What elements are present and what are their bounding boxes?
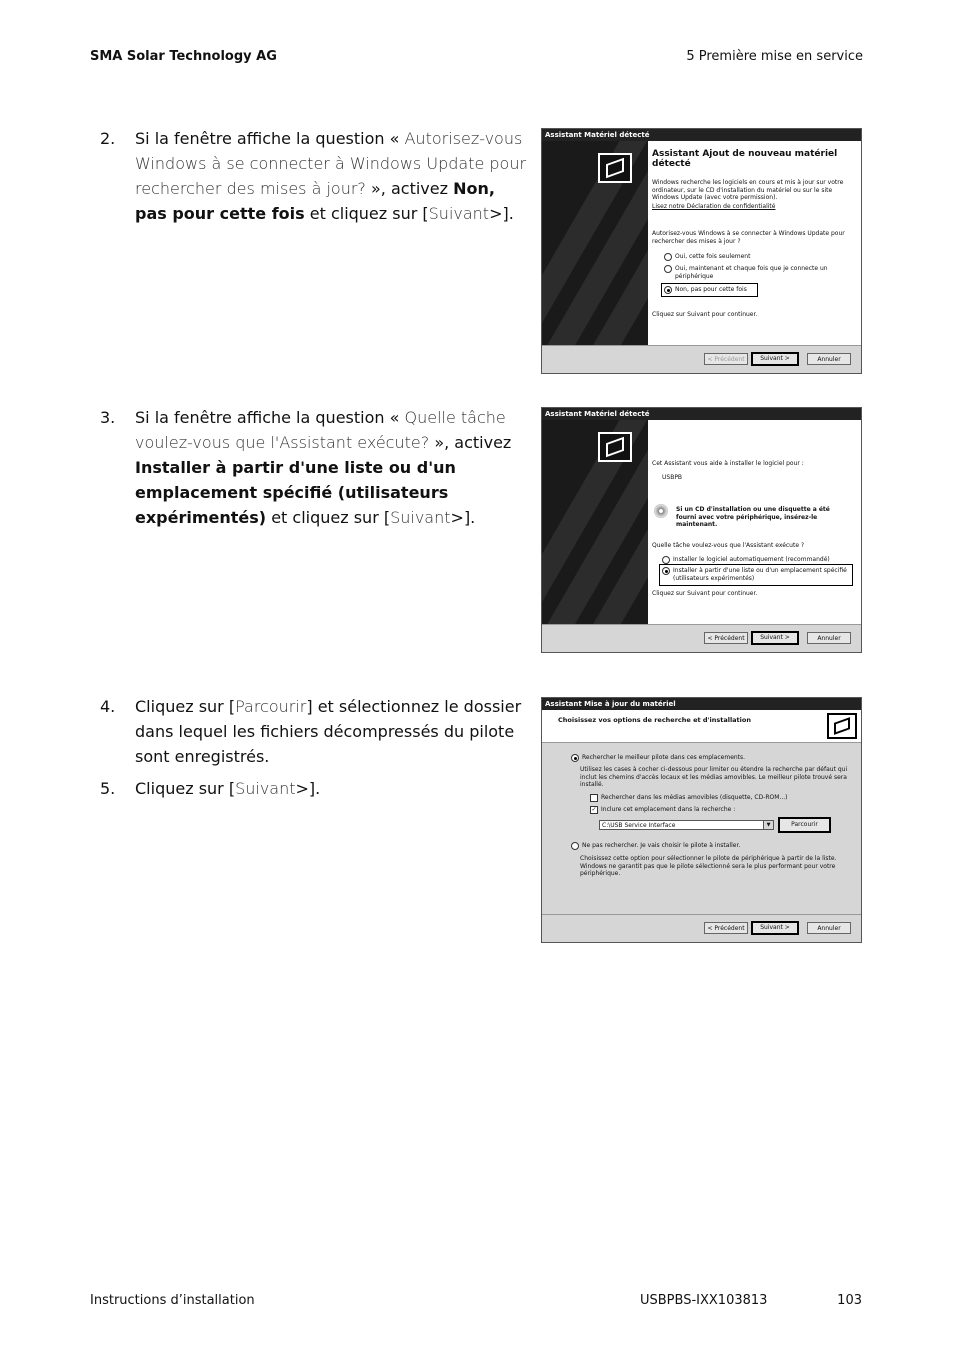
cancel-button[interactable]: Annuler bbox=[807, 922, 851, 934]
dialog-title: Assistant Matériel détecté bbox=[542, 129, 861, 141]
page-number: 103 bbox=[837, 1293, 862, 1308]
next-button[interactable]: Suivant > bbox=[751, 921, 799, 935]
next-button[interactable]: Suivant > bbox=[751, 352, 799, 366]
previous-button[interactable]: < Précédent bbox=[704, 632, 748, 644]
radio-option-3[interactable] bbox=[664, 286, 672, 294]
chevron-down-icon[interactable]: ▼ bbox=[763, 821, 773, 829]
dialog-windows-update bbox=[541, 128, 862, 374]
radio-label: Rechercher le meilleur pilote dans ces emplacements. bbox=[582, 754, 746, 761]
option-description: Choisissez cette option pour sélectionner le pilote de périphérique à partir de la liste. Windows ne garantit pas que le pilote sélectionné sera le plus performant pour votre périphérique. bbox=[580, 855, 837, 877]
step-5 bbox=[100, 776, 530, 801]
next-button[interactable]: Suivant > bbox=[751, 631, 799, 645]
dialog-content bbox=[648, 141, 861, 346]
question-text: Quelle tâche voulez-vous que l'Assistant exécute ? bbox=[652, 542, 805, 549]
question-text: Autorisez-vous Windows à se connecter à Windows Update pour rechercher des mises à jour ? bbox=[652, 230, 845, 245]
wizard-sidebar bbox=[542, 141, 648, 346]
header-section: 5 Première mise en service bbox=[686, 49, 863, 64]
checkbox-label: Rechercher dans les médias amovibles (disquette, CD-ROM...) bbox=[601, 794, 788, 801]
checkbox-label: Inclure cet emplacement dans la recherche : bbox=[601, 806, 736, 813]
radio-option-auto[interactable] bbox=[662, 556, 670, 564]
radio-option-list[interactable] bbox=[662, 567, 670, 575]
cancel-button[interactable]: Annuler bbox=[807, 632, 851, 644]
checkbox-include-location[interactable]: ✓ bbox=[591, 806, 597, 813]
step-4 bbox=[100, 694, 530, 769]
privacy-link[interactable]: Lisez notre Déclaration de confidentialité bbox=[652, 203, 776, 210]
footer-doc-id: USBPBS-IXX103813 bbox=[640, 1293, 768, 1308]
dialog-title: Assistant Matériel détecté bbox=[542, 408, 861, 420]
radio-label: Oui, cette fois seulement bbox=[675, 253, 751, 260]
button-bar bbox=[542, 345, 861, 373]
button-bar bbox=[542, 624, 861, 652]
step-number: 5. bbox=[100, 779, 116, 798]
dialog-search-options bbox=[541, 697, 862, 943]
dialog-header-band bbox=[542, 710, 861, 743]
hardware-icon bbox=[598, 153, 632, 183]
cd-icon bbox=[654, 504, 668, 518]
step-3 bbox=[100, 405, 530, 530]
radio-label: Installer le logiciel automatiquement (recommandé) bbox=[673, 556, 830, 563]
dialog-install-task bbox=[541, 407, 862, 653]
checkbox-removable-media[interactable] bbox=[590, 794, 598, 802]
step-text: Cliquez sur [Parcourir] et sélectionnez le dossier dans lequel les fichiers décompressés du pilote sont enregistrés. bbox=[135, 697, 522, 766]
cd-text: Si un CD d'installation ou une disquette a été fourni avec votre périphérique, insérez-le maintenant. bbox=[676, 506, 830, 528]
step-number: 4. bbox=[100, 697, 116, 716]
location-path: C:\USB Service Interface bbox=[602, 822, 676, 829]
step-text: Si la fenêtre affiche la question « Autorisez-vous Windows à se connecter à Windows Update pour rechercher des mises à jour? », activez Non, pas pour cette fois et cliquez sur [Suivant>]. bbox=[135, 129, 527, 223]
radio-option-2[interactable] bbox=[664, 265, 672, 273]
dialog-heading: Assistant Ajout de nouveau matériel détecté bbox=[652, 149, 838, 169]
button-bar bbox=[542, 914, 861, 942]
step-text: Si la fenêtre affiche la question « Quelle tâche voulez-vous que l'Assistant exécute? », activez Installer à partir d'une liste ou d'un emplacement spécifié (utilisateurs expérimentés) et cliquez sur [Suivant>]. bbox=[135, 408, 512, 527]
step-number: 3. bbox=[100, 408, 116, 427]
hardware-icon bbox=[598, 432, 632, 462]
option-description: Utilisez les cases à cocher ci-dessous pour limiter ou étendre la recherche par défaut qui inclut les chemins d'accès locaux et les médias amovibles. Le meilleur pilote trouvé sera installé. bbox=[580, 766, 848, 788]
radio-search-best[interactable] bbox=[571, 754, 579, 762]
radio-label: Installer à partir d'une liste ou d'un emplacement spécifié (utilisateurs expérimentés) bbox=[673, 567, 847, 582]
intro-text: Windows recherche les logiciels en cours et mis à jour sur votre ordinateur, sur le CD d'installation du matériel ou sur le site Windows Update (avec votre permission). bbox=[652, 179, 844, 201]
previous-button[interactable]: < Précédent bbox=[704, 922, 748, 934]
location-combo[interactable] bbox=[599, 820, 774, 830]
browse-button[interactable]: Parcourir bbox=[778, 817, 831, 833]
previous-button[interactable]: < Précédent bbox=[704, 353, 748, 365]
continue-text: Cliquez sur Suivant pour continuer. bbox=[652, 590, 758, 597]
header-company: SMA Solar Technology AG bbox=[90, 49, 277, 64]
cancel-button[interactable]: Annuler bbox=[807, 353, 851, 365]
intro-text: Cet Assistant vous aide à installer le logiciel pour : bbox=[652, 460, 804, 467]
radio-label: Non, pas pour cette fois bbox=[675, 286, 747, 293]
dialog-heading: Choisissez vos options de recherche et d'installation bbox=[558, 716, 751, 724]
radio-label: Oui, maintenant et chaque fois que je connecte un périphérique bbox=[675, 265, 828, 280]
dialog-title: Assistant Mise à jour du matériel bbox=[542, 698, 861, 710]
device-name: USBPB bbox=[662, 474, 683, 481]
radio-label: Ne pas rechercher. Je vais choisir le pilote à installer. bbox=[582, 842, 741, 849]
footer-doc-type: Instructions d’installation bbox=[90, 1293, 255, 1308]
radio-no-search[interactable] bbox=[571, 842, 579, 850]
radio-option-1[interactable] bbox=[664, 253, 672, 261]
continue-text: Cliquez sur Suivant pour continuer. bbox=[652, 311, 758, 318]
step-number: 2. bbox=[100, 129, 116, 148]
step-text: Cliquez sur [Suivant>]. bbox=[135, 779, 321, 798]
step-2 bbox=[100, 126, 530, 226]
wizard-sidebar bbox=[542, 420, 648, 625]
dialog-content bbox=[648, 420, 861, 625]
hardware-icon bbox=[827, 713, 857, 739]
